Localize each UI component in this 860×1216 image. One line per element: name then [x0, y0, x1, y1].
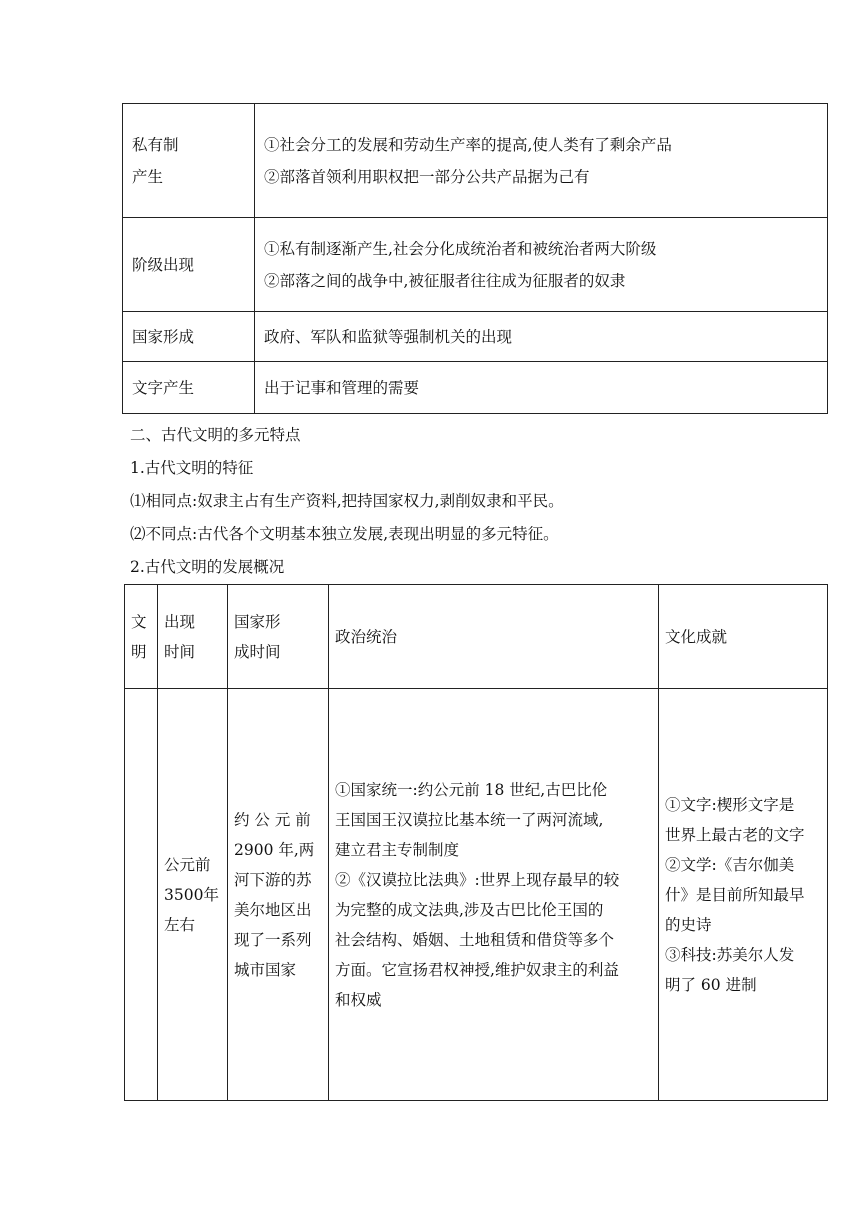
value-line: ②部落之间的战争中,被征服者往往成为征服者的奴隶 — [264, 271, 626, 290]
table-row — [123, 362, 828, 414]
cell-line: ①文字:楔形文字是 — [665, 795, 795, 814]
header-line: 文 — [131, 612, 147, 631]
cell-politics — [329, 689, 659, 1101]
cell-line: 约 公 元 前 — [234, 810, 311, 829]
cell-line: 方面。它宣扬君权神授,维护奴隶主的利益 — [335, 960, 619, 979]
cell-line: ③科技:苏美尔人发 — [665, 945, 795, 964]
cell-civilization — [125, 689, 158, 1101]
header-line: 出现 — [164, 612, 196, 631]
cell-line: 为完整的成文法典,涉及古巴比伦王国的 — [335, 900, 604, 919]
header-line: 时间 — [164, 642, 196, 661]
cell-line: ②《汉谟拉比法典》:世界上现存最早的较 — [335, 870, 620, 889]
value-line: 政府、军队和监狱等强制机关的出现 — [264, 327, 513, 346]
value-line: ①私有制逐渐产生,社会分化成统治者和被统治者两大阶级 — [264, 239, 657, 258]
cell-line: 城市国家 — [234, 960, 297, 979]
table-header-row — [125, 585, 828, 689]
cell-line: ②文学:《吉尔伽美 — [665, 855, 795, 874]
row-value — [255, 218, 828, 312]
point-similarity: ⑴相同点:奴隶主占有生产资料,把持国家权力,剥削奴隶和平民。 — [130, 492, 564, 510]
cell-state-time — [228, 689, 329, 1101]
cell-line: 和权威 — [335, 990, 382, 1009]
cell-line: 公元前 — [164, 855, 211, 874]
cell-line: 河下游的苏 — [234, 870, 312, 889]
row-key — [123, 362, 255, 414]
value-line: 出于记事和管理的需要 — [264, 378, 420, 397]
cell-line: 世界上最古老的文字 — [665, 825, 805, 844]
point-difference: ⑵不同点:古代各个文明基本独立发展,表现出明显的多元特征。 — [130, 525, 559, 543]
row-value — [255, 104, 828, 218]
civilization-table — [124, 584, 828, 1101]
table-row — [125, 689, 828, 1101]
key-line: 阶级出现 — [132, 255, 195, 274]
cell-line: 现了一系列 — [234, 930, 312, 949]
row-key — [123, 104, 255, 218]
cell-culture — [659, 689, 828, 1101]
origin-table — [122, 103, 828, 414]
cell-line: ①国家统一:约公元前 18 世纪,古巴比伦 — [335, 780, 608, 799]
header-line: 政治统治 — [335, 627, 398, 646]
row-key — [123, 218, 255, 312]
header-politics — [329, 585, 659, 689]
header-line: 国家形 — [234, 612, 281, 631]
cell-line: 王国国王汉谟拉比基本统一了两河流域, — [335, 810, 604, 829]
cell-line: 建立君主专制制度 — [335, 840, 460, 859]
header-appear-time — [158, 585, 228, 689]
cell-line: 明了 60 进制 — [665, 975, 757, 994]
cell-appear-time — [158, 689, 228, 1101]
key-line: 私有制 — [132, 135, 179, 154]
subheading-features: 1.古代文明的特征 — [130, 459, 254, 477]
subheading-overview: 2.古代文明的发展概况 — [130, 558, 285, 576]
cell-line: 什》是目前所知最早 — [665, 885, 805, 904]
header-state-time — [228, 585, 329, 689]
header-civilization — [125, 585, 158, 689]
row-key — [123, 312, 255, 362]
header-line: 成时间 — [234, 642, 281, 661]
cell-line: 社会结构、婚姻、土地租赁和借贷等多个 — [335, 930, 615, 949]
row-value — [255, 362, 828, 414]
row-value — [255, 312, 828, 362]
cell-line: 左右 — [164, 915, 196, 934]
cell-line: 的史诗 — [665, 915, 712, 934]
table-row — [123, 312, 828, 362]
header-line: 文化成就 — [665, 627, 728, 646]
value-line: ①社会分工的发展和劳动生产率的提高,使人类有了剩余产品 — [264, 135, 672, 154]
cell-line: 3500年 — [164, 885, 219, 904]
value-line: ②部落首领利用职权把一部分公共产品据为己有 — [264, 167, 590, 186]
header-culture — [659, 585, 828, 689]
header-line: 明 — [131, 642, 147, 661]
table-row — [123, 218, 828, 312]
cell-line: 2900 年,两 — [234, 840, 315, 859]
key-line: 国家形成 — [132, 327, 195, 346]
cell-line: 美尔地区出 — [234, 900, 312, 919]
key-line: 文字产生 — [132, 378, 195, 397]
key-line: 产生 — [132, 167, 164, 186]
table-row — [123, 104, 828, 218]
section-heading: 二、古代文明的多元特点 — [130, 426, 301, 444]
